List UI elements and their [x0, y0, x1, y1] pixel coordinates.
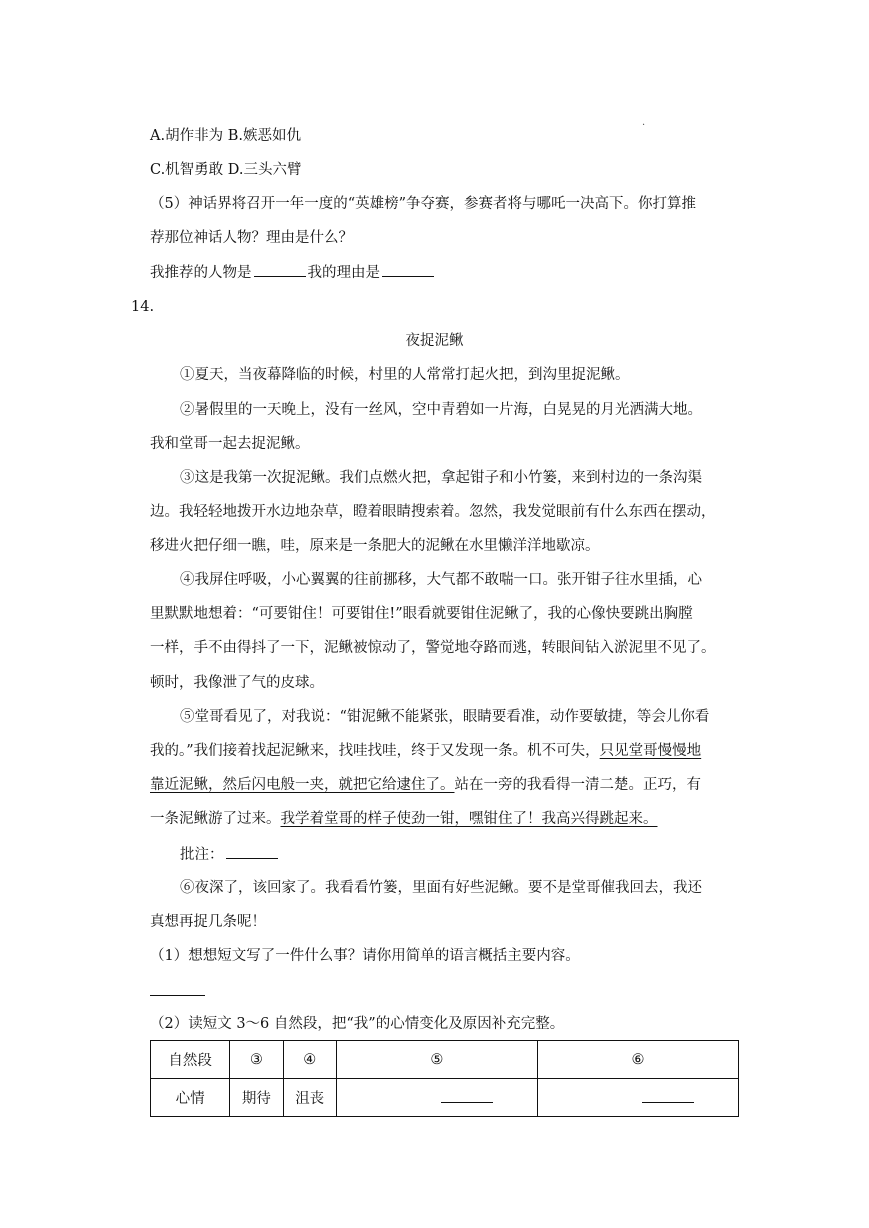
table-cell: 沮丧	[283, 1079, 336, 1117]
sub-question-2: （2）读短文 3～6 自然段，把“我”的心情变化及原因补充完整。	[150, 1016, 565, 1032]
table-row-mood	[151, 1079, 739, 1117]
paragraph-3-line2: 边。我轻轻地拨开水边地杂草，瞪着眼睛搜索着。忽然，我发觉眼前有什么东西在摆动，	[150, 504, 716, 520]
paragraph-5-line2	[150, 741, 701, 761]
underlined-sentence-2: 我学着堂哥的样子使劲一钳，嘿钳住了！我高兴得跳起来。	[280, 811, 658, 827]
paragraph-5-line3	[150, 775, 701, 795]
paragraph-5-line2-text: 我的。”我们接着找起泥鳅来，找哇找哇，终于又发现一条。机不可失，	[150, 743, 600, 759]
table-cell: ④	[283, 1041, 336, 1079]
annotation-label: 批注：	[180, 847, 224, 863]
option-line-ab: A.胡作非为 B.嫉恶如仇	[150, 128, 301, 144]
answer-prompt-person: 我推荐的人物是	[150, 265, 252, 281]
paragraph-1: ①夏天，当夜幕降临的时候，村里的人常常打起火把，到沟里捉泥鳅。	[180, 367, 630, 383]
paragraph-4-line1: ④我屏住呼吸，小心翼翼的往前挪移，大气都不敢喘一口。张开钳子往水里插，心	[180, 572, 702, 588]
paragraph-5-line4-text: 一条泥鳅游了过来。	[150, 811, 281, 827]
question-5-line1: （5）神话界将召开一年一度的“英雄榜”争夺赛，参赛者将与哪吒一决高下。你打算推	[150, 196, 697, 212]
table-row-paragraph	[151, 1041, 739, 1079]
mood-blank-5[interactable]	[441, 1088, 493, 1103]
annotation-blank[interactable]	[226, 844, 278, 859]
table-cell: ⑤	[336, 1041, 537, 1079]
paragraph-6-line1: ⑥夜深了，该回家了。我看看竹篓，里面有好些泥鳅。要不是堂哥催我回去，我还	[180, 880, 702, 896]
table-cell-blank[interactable]	[336, 1079, 537, 1117]
table-cell: 期待	[230, 1079, 283, 1117]
option-line-cd: C.机智勇敢 D.三头六臂	[150, 162, 302, 178]
paragraph-5-line3-text: 站在一旁的我看得一清二楚。正巧，有	[454, 777, 701, 793]
table-cell: ⑥	[537, 1041, 738, 1079]
paragraph-5-line4	[150, 809, 658, 829]
mood-table	[150, 1040, 739, 1117]
paragraph-5-line1: ⑤堂哥看见了，对我说：“钳泥鳅不能紧张，眼睛要看准，动作要敏捷，等会儿你看	[180, 709, 710, 725]
table-cell: 心情	[151, 1079, 230, 1117]
passage-title: 夜捉泥鳅	[405, 333, 464, 349]
answer-prompt-reason: 我的理由是	[307, 265, 380, 281]
paragraph-3-line1: ③这是我第一次捉泥鳅。我们点燃火把，拿起钳子和小竹篓，来到村边的一条沟渠	[180, 470, 702, 486]
paragraph-2-line2: 我和堂哥一起去捉泥鳅。	[150, 436, 310, 452]
question-5-line2: 荐那位神话人物？理由是什么？	[150, 230, 353, 246]
person-blank[interactable]	[254, 262, 306, 277]
stray-dot: ·	[642, 120, 646, 131]
paragraph-4-line3: 一样，手不由得抖了一下，泥鳅被惊动了，警觉地夺路而逃，转眼间钻入淤泥里不见了。	[150, 640, 716, 656]
paragraph-4-line4: 顿时，我像泄了气的皮球。	[150, 675, 324, 691]
paragraph-3-line3: 移进火把仔细一瞧，哇，原来是一条肥大的泥鳅在水里懒洋洋地歇凉。	[150, 538, 600, 554]
table-cell: ③	[230, 1041, 283, 1079]
sub-question-1-answer-blank[interactable]	[150, 995, 205, 996]
paragraph-4-line2: 里默默地想着：“可要钳住！可要钳住!”眼看就要钳住泥鳅了，我的心像快要跳出胸膛	[150, 606, 693, 622]
underlined-sentence-1b: 靠近泥鳅，然后闪电般一夹，就把它给逮住了。	[150, 777, 455, 793]
paragraph-6-line2: 真想再捉几条呢！	[150, 914, 266, 930]
annotation-line	[180, 844, 280, 865]
table-cell-blank[interactable]	[537, 1079, 738, 1117]
mood-blank-6[interactable]	[642, 1088, 694, 1103]
answer-line	[150, 262, 436, 283]
reason-blank[interactable]	[382, 262, 434, 277]
sub-question-1: （1）想想短文写了一件什么事？请你用简单的语言概括主要内容。	[150, 948, 580, 964]
underlined-sentence-1a: 只见堂哥慢慢地	[599, 743, 702, 759]
table-cell: 自然段	[151, 1041, 230, 1079]
paragraph-2-line1: ②暑假里的一天晚上，没有一丝风，空中青碧如一片海，白晃晃的月光洒满大地。	[180, 402, 702, 418]
question-number: 14.	[131, 299, 155, 315]
